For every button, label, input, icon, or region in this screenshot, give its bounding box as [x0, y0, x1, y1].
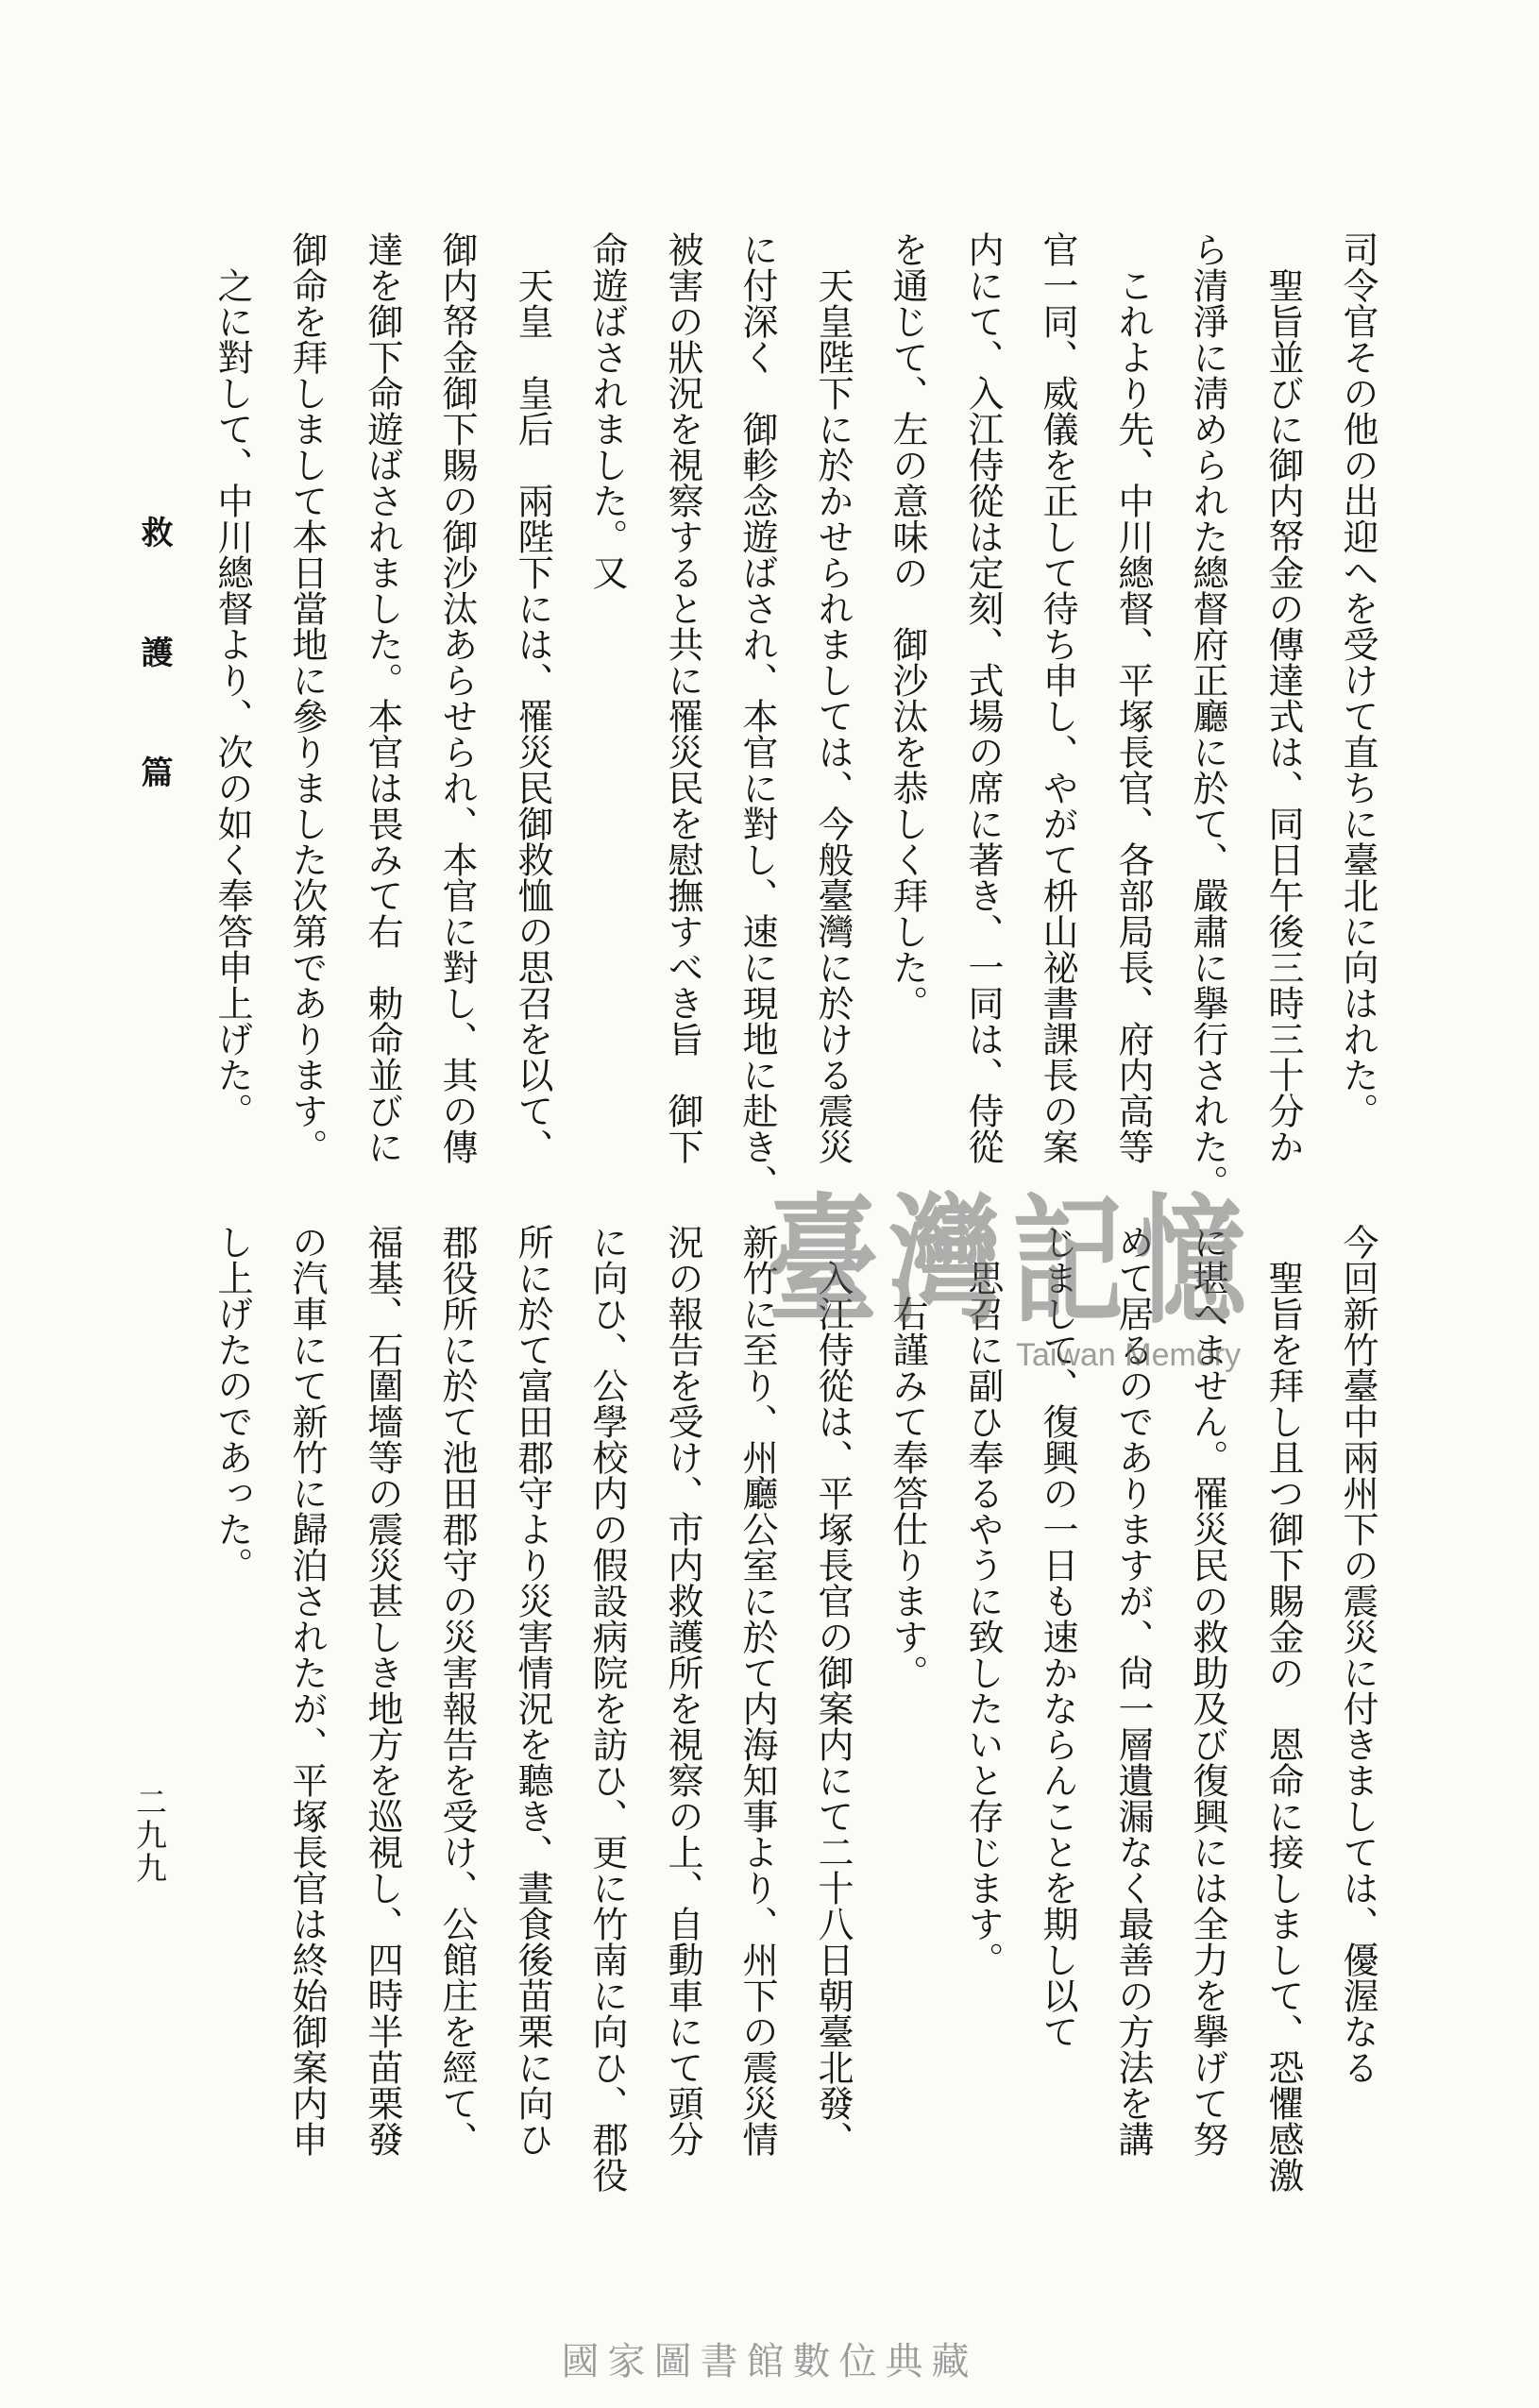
upper-column-07: を通じて、左の意味の 御沙汰を恭しく拜した。 [887, 231, 928, 1021]
lower-column-14: 福基、石圍墻等の震災甚しき地方を巡視し、四時半苗栗發 [362, 1224, 403, 2157]
lower-column-11: に向ひ、公學校内の假設病院を訪ひ、更に竹南に向ひ、郡役 [586, 1224, 628, 2193]
upper-column-05: 官一同、威儀を正して待ち申し、やがて枡山祕書課長の案 [1037, 231, 1078, 1164]
watermark-title: 臺灣記憶 [767, 1179, 1259, 1343]
lower-column-12: 所に於て富田郡守より災害情況を聽き、晝食後苗栗に向ひ [512, 1224, 553, 2157]
upper-column-02: 聖旨並びに御内帑金の傳達式は、同日午後三時三十分か [1262, 267, 1304, 1164]
lower-column-09: 新竹に至り、州廳公室に於て内海知事より、州下の震災情 [736, 1224, 778, 2157]
lower-column-06: 思召に副ひ奉るやうに致したいと存じます。 [962, 1260, 1004, 1977]
lower-column-01: 今回新竹臺中兩州下の震災に付きましては、優渥なる [1337, 1224, 1378, 2085]
lower-column-16: し上げたのであった。 [211, 1224, 253, 1583]
upper-column-15: 御命を拜しまして本日當地に參りました次第であります。 [286, 231, 328, 1164]
lower-column-07: 右謹みて奉答仕ります。 [887, 1296, 928, 1690]
upper-column-01: 司令官その他の出迎へを受けて直ちに臺北に向はれた。 [1337, 231, 1378, 1128]
upper-column-04: これより先、中川總督、平塚長官、各部局長、府内高等 [1112, 267, 1154, 1164]
page-number: 二九九 [131, 1786, 168, 1885]
lower-column-10: 況の報告を受け、市内救護所を視察の上、自動車にて頭分 [662, 1224, 703, 2157]
lower-column-02: 聖旨を拜し且つ御下賜金の 恩命に接しまして、恐懼感激 [1262, 1260, 1304, 2193]
lower-column-13: 郡役所に於て池田郡守の災害報告を受け、公館庄を經て、 [436, 1224, 478, 2157]
upper-column-12: 天皇 皇后 兩陛下には、罹災民御救恤の思召を以て、 [512, 267, 553, 1164]
lower-column-15: の汽車にて新竹に歸泊されたが、平塚長官は終始御案内申 [286, 1224, 328, 2157]
footer-credit: 國家圖書館數位典藏 [561, 2340, 978, 2383]
lower-column-08: 入江侍從は、平塚長官の御案内にて二十八日朝臺北發、 [812, 1260, 854, 2157]
upper-column-11: 命遊ばされました。又 [586, 231, 628, 590]
upper-column-13: 御内帑金御下賜の御沙汰あらせられ、本官に對し、其の傳 [436, 231, 478, 1164]
running-header: 救護篇 [135, 516, 173, 875]
upper-column-14: 達を御下命遊ばされました。本官は畏みて右 勅命並びに [362, 231, 403, 1164]
upper-column-10: 被害の狀況を視察すると共に罹災民を慰撫すべき旨 御下 [662, 231, 703, 1164]
lower-column-03: に堪へません。罹災民の救助及び復興には全力を擧げて努 [1187, 1224, 1228, 2157]
watermark-subtitle: Taiwan Memory [1016, 1337, 1242, 1373]
upper-column-03: ら清淨に淸められた總督府正廳に於て、嚴肅に擧行された。 [1187, 231, 1228, 1200]
lower-column-04: めて居るのでありますが、尙一層遺漏なく最善の方法を講 [1112, 1224, 1154, 2157]
lower-text-block [0, 1224, 1539, 2196]
upper-column-08: 天皇陛下に於かせられましては、今般臺灣に於ける震災 [812, 267, 854, 1164]
upper-column-16: 之に對して、中川總督より、次の如く奉答申上げた。 [211, 267, 253, 1128]
upper-column-09: に付深く 御軫念遊ばされ、本官に對し、速に現地に赴き、 [736, 231, 778, 1200]
lower-column-05: じまして、復興の一日も速かならんことを期し以て [1037, 1224, 1078, 2049]
upper-text-block [0, 231, 1539, 1200]
upper-column-06: 内にて、入江侍從は定刻、式場の席に著き、一同は、侍從 [962, 231, 1004, 1164]
